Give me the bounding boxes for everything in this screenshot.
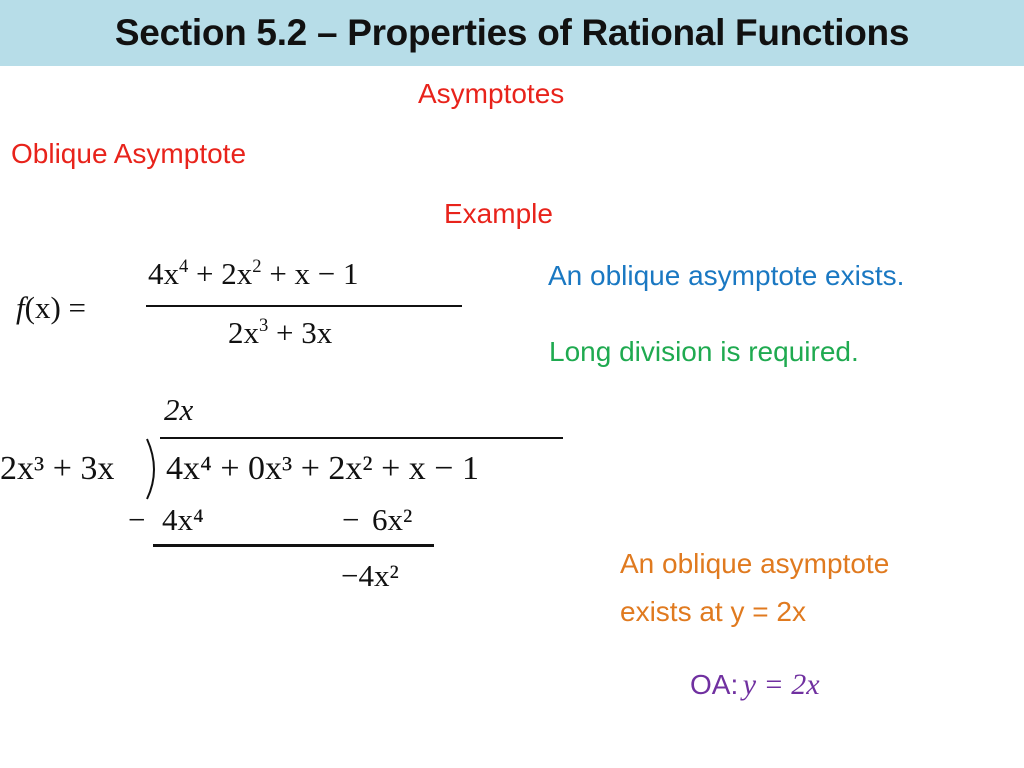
conclusion-line-2: exists at y = 2x <box>620 596 806 627</box>
subtract-term-2: 6x² <box>372 502 413 537</box>
slide-title: Section 5.2 – Properties of Rational Functions <box>114 12 910 53</box>
note-long-division: Long division is required. <box>549 336 859 367</box>
function-name: f <box>16 290 25 325</box>
function-equals: = <box>68 290 87 325</box>
subtract-sign-1: − <box>128 502 146 537</box>
division-dividend: 4x⁴ + 0x³ + 2x² + x − 1 <box>166 450 479 487</box>
function-denominator: $2x^3 + 3x$ <box>228 314 333 350</box>
note-oblique-exists: An oblique asymptote exists. <box>548 260 905 291</box>
division-remainder: −4x² <box>341 558 399 593</box>
conclusion-line-1: An oblique asymptote <box>620 548 890 579</box>
subtract-sign-2: − <box>342 502 360 537</box>
function-lhs <box>16 290 86 326</box>
subtract-term-1: 4x⁴ <box>162 502 204 537</box>
subtraction-line <box>153 544 434 547</box>
subtitle-asymptotes: Asymptotes <box>418 78 565 109</box>
example-label: Example <box>444 198 553 229</box>
oa-equation: y = 2x <box>742 668 820 701</box>
topic-oblique-asymptote: Oblique Asymptote <box>11 138 247 169</box>
function-numerator: $4x^4 + 2x^2 + x - 1$ <box>148 255 359 291</box>
division-bar <box>160 437 563 439</box>
division-bracket <box>145 437 163 503</box>
function-arg: (x) <box>24 290 61 325</box>
fraction-bar <box>146 305 462 307</box>
oa-result <box>690 668 820 702</box>
division-quotient: 2x <box>164 392 194 427</box>
oa-prefix: OA: <box>690 669 739 700</box>
division-divisor: 2x³ + 3x <box>0 450 115 487</box>
